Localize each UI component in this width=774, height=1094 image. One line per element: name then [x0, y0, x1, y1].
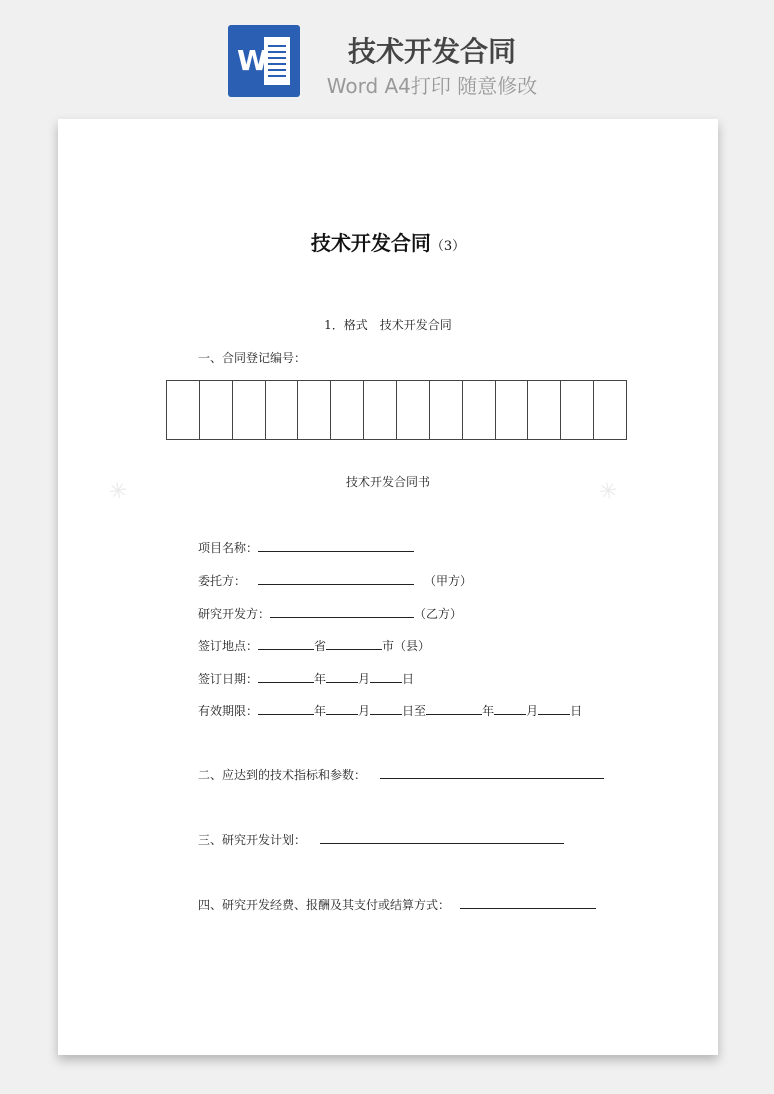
month-label: 月 — [358, 672, 371, 686]
field-validity — [198, 700, 582, 719]
start-year-blank[interactable] — [258, 700, 314, 715]
registration-digit-box[interactable] — [528, 380, 561, 440]
registration-digit-box[interactable] — [233, 380, 266, 440]
registration-digit-box[interactable] — [463, 380, 496, 440]
project-name-blank[interactable] — [258, 537, 414, 552]
registration-digit-box[interactable] — [594, 380, 627, 440]
plan-blank[interactable] — [320, 829, 564, 844]
registration-digit-box[interactable] — [266, 380, 299, 440]
end-month-blank[interactable] — [494, 700, 526, 715]
client-blank[interactable] — [258, 570, 414, 585]
section-label: 二、应达到的技术指标和参数： — [198, 768, 367, 782]
sign-year-blank[interactable] — [258, 668, 314, 683]
section-label: 三、研究开发计划： — [198, 833, 307, 847]
header-banner — [0, 0, 774, 112]
field-label: 有效期限： — [198, 704, 259, 718]
year-label: 年 — [314, 704, 327, 718]
city-blank[interactable] — [326, 635, 382, 650]
end-year-blank[interactable] — [426, 700, 482, 715]
year-label: 年 — [314, 672, 327, 686]
sign-day-blank[interactable] — [370, 668, 402, 683]
document-title — [58, 227, 718, 256]
registration-digit-box[interactable] — [200, 380, 233, 440]
header-title: 技术开发合同 — [347, 35, 516, 68]
registration-digit-box[interactable] — [298, 380, 331, 440]
end-day-blank[interactable] — [538, 700, 570, 715]
section-label: 四、研究开发经费、报酬及其支付或结算方式： — [198, 898, 451, 912]
funding-blank[interactable] — [460, 894, 596, 909]
day-label: 日 — [402, 672, 415, 686]
book-title: 技术开发合同书 — [345, 475, 430, 489]
header-subtitle: Word A4打印 随意修改 — [326, 74, 538, 98]
document-page — [58, 119, 718, 1055]
section-targets — [198, 764, 604, 783]
field-label: 签订地点： — [198, 639, 259, 653]
document-title-text: 技术开发合同 — [310, 231, 431, 255]
field-project-name — [198, 537, 414, 556]
year-label: 年 — [482, 704, 495, 718]
developer-blank[interactable] — [270, 603, 414, 618]
sign-month-blank[interactable] — [326, 668, 358, 683]
developer-suffix: （乙方） — [414, 607, 463, 621]
field-client — [198, 570, 472, 589]
field-developer — [198, 603, 462, 622]
registration-digit-box[interactable] — [496, 380, 529, 440]
watermark-mark: ✳ — [592, 475, 622, 508]
field-label: 项目名称： — [198, 541, 259, 555]
word-icon — [228, 25, 300, 97]
province-blank[interactable] — [258, 635, 314, 650]
registration-digit-box[interactable] — [561, 380, 594, 440]
format-line: 1．格式 技术开发合同 — [324, 318, 452, 332]
start-day-blank[interactable] — [370, 700, 402, 715]
field-sign-date — [198, 668, 414, 687]
section-funding — [198, 894, 596, 913]
registration-digit-box[interactable] — [397, 380, 430, 440]
field-label: 研究开发方： — [198, 607, 271, 621]
city-label: 市（县） — [382, 639, 431, 653]
section-plan — [198, 829, 564, 848]
watermark-mark: ✳ — [102, 475, 132, 508]
field-label: 签订日期： — [198, 672, 259, 686]
month-label: 月 — [358, 704, 371, 718]
registration-digit-box[interactable] — [167, 380, 200, 440]
day-label: 日 — [570, 704, 583, 718]
client-suffix: （甲方） — [424, 574, 473, 588]
registration-digit-box[interactable] — [364, 380, 397, 440]
month-label: 月 — [526, 704, 539, 718]
registration-digit-box[interactable] — [331, 380, 364, 440]
targets-blank[interactable] — [380, 764, 604, 779]
registration-number-boxes — [166, 380, 627, 440]
registration-digit-box[interactable] — [430, 380, 463, 440]
word-icon-letter: W — [237, 44, 268, 77]
province-label: 省 — [314, 639, 327, 653]
day-to-label: 日至 — [402, 704, 427, 718]
start-month-blank[interactable] — [326, 700, 358, 715]
field-label: 委托方： — [198, 574, 247, 588]
field-location — [198, 635, 430, 654]
document-title-suffix: （3） — [430, 239, 466, 254]
registration-label: 一、合同登记编号： — [198, 351, 307, 365]
